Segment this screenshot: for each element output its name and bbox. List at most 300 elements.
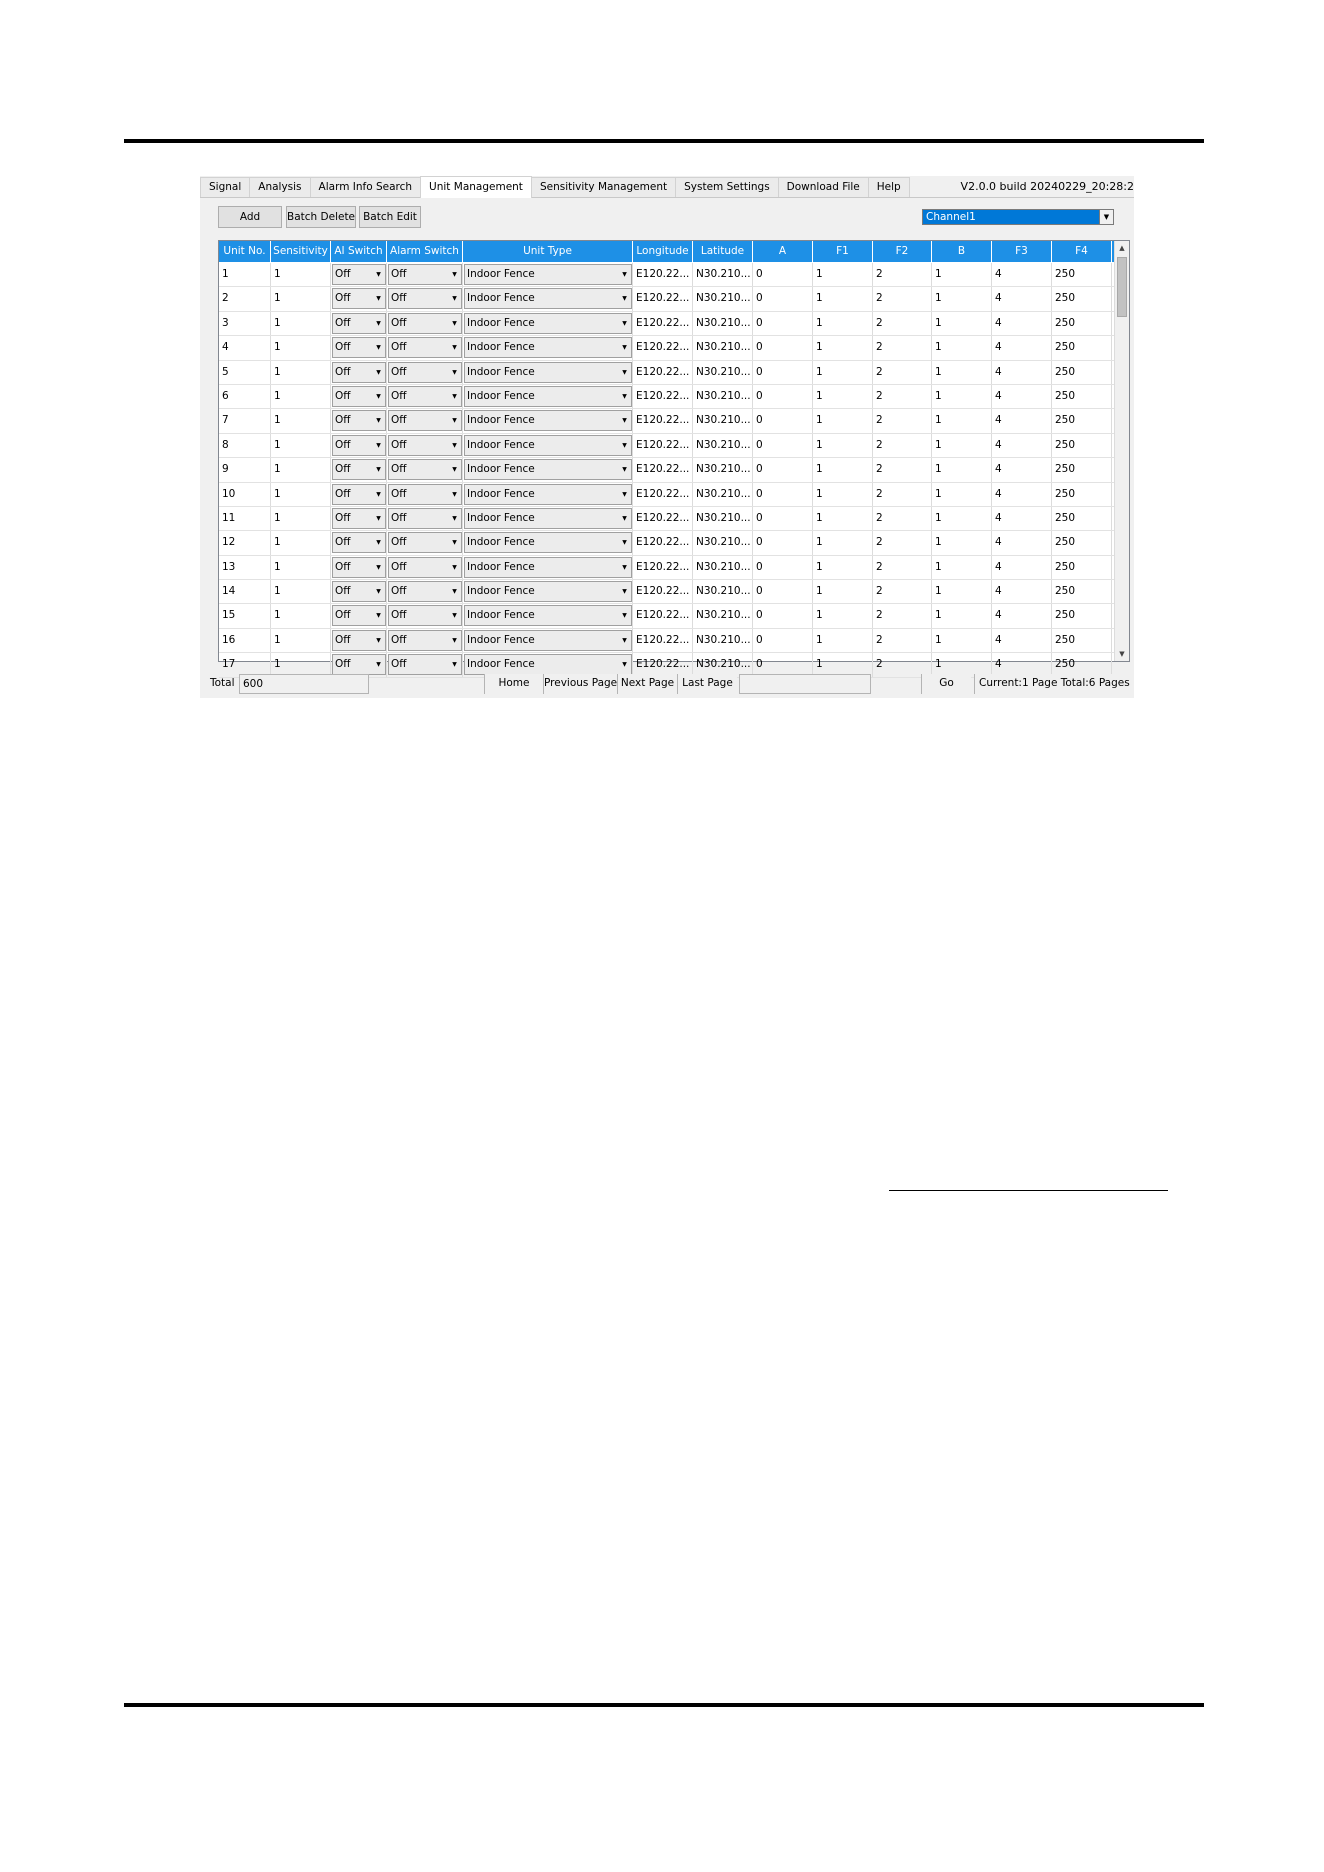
cell-latitude: N30.210... [693,263,753,286]
cell-f3: 4 [992,483,1052,506]
alarm-switch-dropdown[interactable] [388,386,462,407]
unit-type-dropdown[interactable] [464,557,632,578]
chevron-down-icon[interactable]: ▼ [619,656,630,673]
cell-f2: 2 [873,483,932,506]
column-header-f3[interactable]: F3 [992,241,1052,262]
cell-longitude: E120.22... [633,263,693,286]
chevron-down-icon[interactable]: ▼ [449,364,460,381]
chevron-down-icon[interactable]: ▼ [449,412,460,429]
unit-type-dropdown[interactable] [464,386,632,407]
cell-unit-no: 11 [219,507,271,530]
chevron-down-icon[interactable]: ▼ [373,486,384,503]
cell-longitude: E120.22... [633,385,693,408]
ai-switch-value: Off [335,609,351,622]
chevron-down-icon[interactable]: ▼ [373,559,384,576]
cell-f1: 1 [813,409,873,432]
chevron-down-icon[interactable]: ▼ [373,266,384,283]
cell-sensitivity: 1 [271,629,331,652]
cell-f4: 250 [1052,263,1112,286]
cell-f4: 250 [1052,312,1112,335]
cell-a: 0 [753,483,813,506]
chevron-down-icon[interactable]: ▼ [449,461,460,478]
cell-f3: 4 [992,263,1052,286]
unit-type-dropdown[interactable] [464,484,632,505]
table-row[interactable] [219,312,1115,336]
cell-f2: 2 [873,263,932,286]
alarm-switch-value: Off [391,633,407,646]
cell-alarm-switch [387,361,463,384]
unit-type-value: Indoor Fence [467,560,535,573]
cell-f1: 1 [813,629,873,652]
chevron-down-icon[interactable]: ▼ [449,583,460,600]
table-row[interactable] [219,263,1115,287]
ai-switch-value: Off [335,560,351,573]
cell-f2: 2 [873,556,932,579]
alarm-switch-dropdown[interactable] [388,435,462,456]
cell-unit-no: 16 [219,629,271,652]
ai-switch-dropdown[interactable] [332,605,386,626]
chevron-down-icon[interactable]: ▼ [619,461,630,478]
cell-sensitivity: 1 [271,409,331,432]
chevron-down-icon[interactable]: ▼ [619,559,630,576]
chevron-down-icon[interactable]: ▼ [619,339,630,356]
chevron-down-icon[interactable]: ▼ [373,656,384,673]
cell-unit-type [463,312,633,335]
table-row[interactable] [219,629,1115,653]
cell-longitude: E120.22... [633,434,693,457]
cell-f1: 1 [813,263,873,286]
home-button[interactable]: Home [484,674,543,694]
cell-ai-switch [331,409,387,432]
chevron-down-icon[interactable]: ▼ [373,632,384,649]
cell-sensitivity: 1 [271,263,331,286]
ai-switch-dropdown[interactable] [332,435,386,456]
cell-alarm-switch [387,604,463,627]
cell-b: 1 [932,653,992,676]
ai-switch-dropdown[interactable] [332,264,386,285]
cell-f1: 1 [813,556,873,579]
ai-switch-dropdown[interactable] [332,386,386,407]
scrollbar-thumb[interactable] [1117,257,1127,317]
unit-type-dropdown[interactable] [464,459,632,480]
cell-b: 1 [932,361,992,384]
cell-b: 1 [932,531,992,554]
chevron-down-icon[interactable]: ▼ [373,510,384,527]
next-page-button[interactable]: Next Page [617,674,677,694]
column-header-f1[interactable]: F1 [813,241,873,262]
cell-sensitivity: 1 [271,556,331,579]
cell-ai-switch [331,312,387,335]
unit-type-dropdown[interactable] [464,435,632,456]
cell-alarm-switch [387,556,463,579]
cell-unit-type [463,263,633,286]
cell-unit-no: 12 [219,531,271,554]
tab-sensitivity-management[interactable]: Sensitivity Management [531,177,676,197]
cell-alarm-switch [387,507,463,530]
unit-table [218,240,1130,671]
chevron-down-icon[interactable]: ▼ [619,607,630,624]
cell-sensitivity: 1 [271,531,331,554]
cell-unit-no: 6 [219,385,271,408]
column-header-unit-type[interactable]: Unit Type [463,241,633,262]
cell-latitude: N30.210... [693,483,753,506]
alarm-switch-dropdown[interactable] [388,508,462,529]
cell-b: 1 [932,458,992,481]
cell-unit-type [463,531,633,554]
cell-alarm-switch [387,409,463,432]
ai-switch-dropdown[interactable] [332,337,386,358]
chevron-down-icon[interactable]: ▼ [619,315,630,332]
unit-type-value: Indoor Fence [467,511,535,524]
chevron-down-icon[interactable]: ▼ [373,607,384,624]
alarm-switch-value: Off [391,414,407,427]
cell-alarm-switch [387,531,463,554]
arrow-down-icon[interactable]: ▼ [1119,650,1125,658]
chevron-down-icon[interactable]: ▼ [619,486,630,503]
cell-f2: 2 [873,409,932,432]
unit-type-dropdown[interactable] [464,264,632,285]
cell-longitude: E120.22... [633,604,693,627]
cell-a: 0 [753,458,813,481]
cell-longitude: E120.22... [633,507,693,530]
cell-ai-switch [331,385,387,408]
cell-b: 1 [932,434,992,457]
alarm-switch-dropdown[interactable] [388,581,462,602]
tab-help[interactable]: Help [868,177,910,197]
cell-alarm-switch [387,385,463,408]
chevron-down-icon[interactable]: ▼ [373,339,384,356]
chevron-down-icon[interactable]: ▼ [449,315,460,332]
cell-sensitivity: 1 [271,653,331,676]
table-row[interactable] [219,458,1115,482]
cell-a: 0 [753,409,813,432]
cell-longitude: E120.22... [633,653,693,676]
column-header-alarm-switch[interactable]: Alarm Switch [387,241,463,262]
vertical-scrollbar[interactable] [1114,241,1129,661]
cell-unit-no: 3 [219,312,271,335]
chevron-down-icon[interactable]: ▼ [619,364,630,381]
cell-unit-no: 15 [219,604,271,627]
chevron-down-icon[interactable]: ▼ [619,583,630,600]
chevron-down-icon[interactable]: ▼ [449,290,460,307]
ai-switch-value: Off [335,389,351,402]
ai-switch-dropdown[interactable] [332,410,386,431]
alarm-switch-value: Off [391,268,407,280]
alarm-switch-value: Off [391,585,407,598]
cell-f2: 2 [873,531,932,554]
table-row[interactable] [219,556,1115,580]
tab-signal[interactable]: Signal [200,177,250,197]
alarm-switch-value: Off [391,365,407,378]
unit-type-dropdown[interactable] [464,508,632,529]
ai-switch-dropdown[interactable] [332,313,386,334]
chevron-down-icon[interactable]: ▼ [449,339,460,356]
cell-unit-type [463,385,633,408]
cell-f3: 4 [992,629,1052,652]
cell-b: 1 [932,507,992,530]
alarm-switch-dropdown[interactable] [388,532,462,553]
cell-f2: 2 [873,385,932,408]
table-row[interactable] [219,361,1115,385]
cell-unit-no: 2 [219,287,271,310]
cell-latitude: N30.210... [693,312,753,335]
cell-f1: 1 [813,336,873,359]
cell-f4: 250 [1052,336,1112,359]
unit-type-dropdown[interactable] [464,337,632,358]
cell-f2: 2 [873,629,932,652]
alarm-switch-dropdown[interactable] [388,288,462,309]
ai-switch-dropdown[interactable] [332,459,386,480]
chevron-down-icon[interactable]: ▼ [373,534,384,551]
table-row[interactable] [219,409,1115,433]
cell-f4: 250 [1052,361,1112,384]
ai-switch-dropdown[interactable] [332,532,386,553]
unit-type-dropdown[interactable] [464,288,632,309]
unit-type-value: Indoor Fence [467,585,535,598]
cell-f1: 1 [813,458,873,481]
cell-f4: 250 [1052,604,1112,627]
table-row[interactable] [219,580,1115,604]
unit-type-dropdown[interactable] [464,410,632,431]
table-row[interactable] [219,531,1115,555]
chevron-down-icon[interactable]: ▼ [619,632,630,649]
unit-type-value: Indoor Fence [467,365,535,378]
chevron-down-icon[interactable]: ▼ [449,510,460,527]
ai-switch-value: Off [335,316,351,329]
column-header-longitude[interactable]: Longitude [633,241,693,262]
table-row[interactable] [219,287,1115,311]
chevron-down-icon[interactable]: ▼ [449,607,460,624]
unit-table-grid [219,241,1115,678]
add-button[interactable]: Add [218,206,282,228]
cell-latitude: N30.210... [693,531,753,554]
chevron-down-icon[interactable]: ▼ [619,412,630,429]
unit-type-dropdown[interactable] [464,532,632,553]
alarm-switch-dropdown[interactable] [388,484,462,505]
cell-a: 0 [753,312,813,335]
chevron-down-icon[interactable]: ▼ [449,266,460,283]
chevron-down-icon[interactable]: ▼ [449,632,460,649]
go-button[interactable]: Go [921,674,971,694]
cell-unit-no: 9 [219,458,271,481]
table-row[interactable] [219,336,1115,360]
chevron-down-icon[interactable]: ▼ [1099,210,1113,224]
tab-system-settings[interactable]: System Settings [675,177,779,197]
cell-f2: 2 [873,434,932,457]
cell-ai-switch [331,434,387,457]
cell-a: 0 [753,434,813,457]
table-row[interactable] [219,385,1115,409]
cell-unit-type [463,336,633,359]
cell-f4: 250 [1052,531,1112,554]
alarm-switch-dropdown[interactable] [388,264,462,285]
cell-a: 0 [753,263,813,286]
cell-unit-type [463,287,633,310]
alarm-switch-dropdown[interactable] [388,630,462,651]
chevron-down-icon[interactable]: ▼ [373,364,384,381]
cell-longitude: E120.22... [633,361,693,384]
cell-f3: 4 [992,458,1052,481]
chevron-down-icon[interactable]: ▼ [449,486,460,503]
cell-a: 0 [753,580,813,603]
table-row[interactable] [219,604,1115,628]
cell-f3: 4 [992,287,1052,310]
unit-type-dropdown[interactable] [464,605,632,626]
alarm-switch-dropdown[interactable] [388,410,462,431]
unit-type-dropdown[interactable] [464,581,632,602]
cell-ai-switch [331,458,387,481]
ai-switch-dropdown[interactable] [332,557,386,578]
ai-switch-dropdown[interactable] [332,630,386,651]
cell-alarm-switch [387,336,463,359]
chevron-down-icon[interactable]: ▼ [373,412,384,429]
alarm-switch-dropdown[interactable] [388,337,462,358]
cell-f4: 250 [1052,458,1112,481]
previous-page-button[interactable]: Previous Page [543,674,617,694]
chevron-down-icon[interactable]: ▼ [373,388,384,405]
cell-f3: 4 [992,580,1052,603]
cell-unit-type [463,361,633,384]
alarm-switch-value: Off [391,560,407,573]
cell-f2: 2 [873,604,932,627]
cell-latitude: N30.210... [693,604,753,627]
chevron-down-icon[interactable]: ▼ [373,583,384,600]
goto-page-input[interactable] [739,674,871,694]
cell-ai-switch [331,336,387,359]
cell-f4: 250 [1052,483,1112,506]
chevron-down-icon[interactable]: ▼ [619,534,630,551]
column-header-ai-switch[interactable]: AI Switch [331,241,387,262]
chevron-down-icon[interactable]: ▼ [619,437,630,454]
cell-f3: 4 [992,385,1052,408]
table-row[interactable] [219,507,1115,531]
cell-unit-type [463,629,633,652]
cell-f4: 250 [1052,653,1112,676]
ai-switch-dropdown[interactable] [332,581,386,602]
unit-type-dropdown[interactable] [464,313,632,334]
pagination-bar [200,673,1134,697]
last-page-button[interactable]: Last Page [677,674,737,694]
cell-sensitivity: 1 [271,385,331,408]
cell-f4: 250 [1052,409,1112,432]
unit-type-dropdown[interactable] [464,362,632,383]
alarm-switch-dropdown[interactable] [388,605,462,626]
alarm-switch-dropdown[interactable] [388,313,462,334]
unit-type-value: Indoor Fence [467,463,535,476]
alarm-switch-value: Off [391,316,407,329]
arrow-up-icon[interactable]: ▲ [1119,244,1125,252]
cell-f3: 4 [992,312,1052,335]
tab-download-file[interactable]: Download File [778,177,869,197]
ai-switch-value: Off [335,292,351,305]
chevron-down-icon[interactable]: ▼ [619,388,630,405]
column-header-a[interactable]: A [753,241,813,262]
chevron-down-icon[interactable]: ▼ [373,290,384,307]
cell-a: 0 [753,531,813,554]
chevron-down-icon[interactable]: ▼ [449,656,460,673]
ai-switch-dropdown[interactable] [332,484,386,505]
table-row[interactable] [219,483,1115,507]
cell-b: 1 [932,604,992,627]
alarm-switch-value: Off [391,463,407,476]
channel-select[interactable] [922,209,1114,225]
cell-latitude: N30.210... [693,507,753,530]
alarm-switch-dropdown[interactable] [388,557,462,578]
chevron-down-icon[interactable]: ▼ [449,559,460,576]
unit-type-dropdown[interactable] [464,630,632,651]
column-header-f2[interactable]: F2 [873,241,932,262]
cell-sensitivity: 1 [271,287,331,310]
cell-f3: 4 [992,531,1052,554]
batch-delete-button[interactable]: Batch Delete [286,206,356,228]
column-header-sensitivity[interactable]: Sensitivity [271,241,331,262]
cell-f3: 4 [992,653,1052,676]
tab-analysis[interactable]: Analysis [249,177,310,197]
column-header-latitude[interactable]: Latitude [693,241,753,262]
cell-alarm-switch [387,629,463,652]
cell-f4: 250 [1052,556,1112,579]
alarm-switch-value: Off [391,389,407,402]
alarm-switch-value: Off [391,609,407,622]
cell-unit-type [463,483,633,506]
column-header-f4[interactable]: F4 [1052,241,1112,262]
ai-switch-dropdown[interactable] [332,362,386,383]
alarm-switch-dropdown[interactable] [388,459,462,480]
batch-edit-button[interactable]: Batch Edit [359,206,421,228]
chevron-down-icon[interactable]: ▼ [619,510,630,527]
table-row[interactable] [219,434,1115,458]
chevron-down-icon[interactable]: ▼ [373,315,384,332]
chevron-down-icon[interactable]: ▼ [619,266,630,283]
ai-switch-value: Off [335,341,351,354]
cell-b: 1 [932,287,992,310]
chevron-down-icon[interactable]: ▼ [373,461,384,478]
cell-unit-no: 8 [219,434,271,457]
ai-switch-dropdown[interactable] [332,288,386,309]
cell-unit-type [463,507,633,530]
chevron-down-icon[interactable]: ▼ [619,290,630,307]
cell-a: 0 [753,653,813,676]
cell-f2: 2 [873,287,932,310]
ai-switch-dropdown[interactable] [332,508,386,529]
unit-management-window [200,176,1134,698]
cell-latitude: N30.210... [693,385,753,408]
tab-alarm-info-search[interactable]: Alarm Info Search [310,177,422,197]
chevron-down-icon[interactable]: ▼ [449,437,460,454]
cell-longitude: E120.22... [633,483,693,506]
alarm-switch-value: Off [391,658,407,671]
chevron-down-icon[interactable]: ▼ [373,437,384,454]
tab-unit-management[interactable]: Unit Management [420,176,532,198]
cell-a: 0 [753,385,813,408]
cell-f2: 2 [873,312,932,335]
alarm-switch-dropdown[interactable] [388,362,462,383]
cell-sensitivity: 1 [271,336,331,359]
cell-sensitivity: 1 [271,507,331,530]
cell-longitude: E120.22... [633,336,693,359]
cell-alarm-switch [387,312,463,335]
column-header-unit-no[interactable]: Unit No. [219,241,271,262]
cell-ai-switch [331,580,387,603]
cell-f2: 2 [873,458,932,481]
chevron-down-icon[interactable]: ▼ [449,534,460,551]
chevron-down-icon[interactable]: ▼ [449,388,460,405]
cell-latitude: N30.210... [693,458,753,481]
column-header-b[interactable]: B [932,241,992,262]
cell-longitude: E120.22... [633,531,693,554]
cell-longitude: E120.22... [633,458,693,481]
cell-latitude: N30.210... [693,336,753,359]
